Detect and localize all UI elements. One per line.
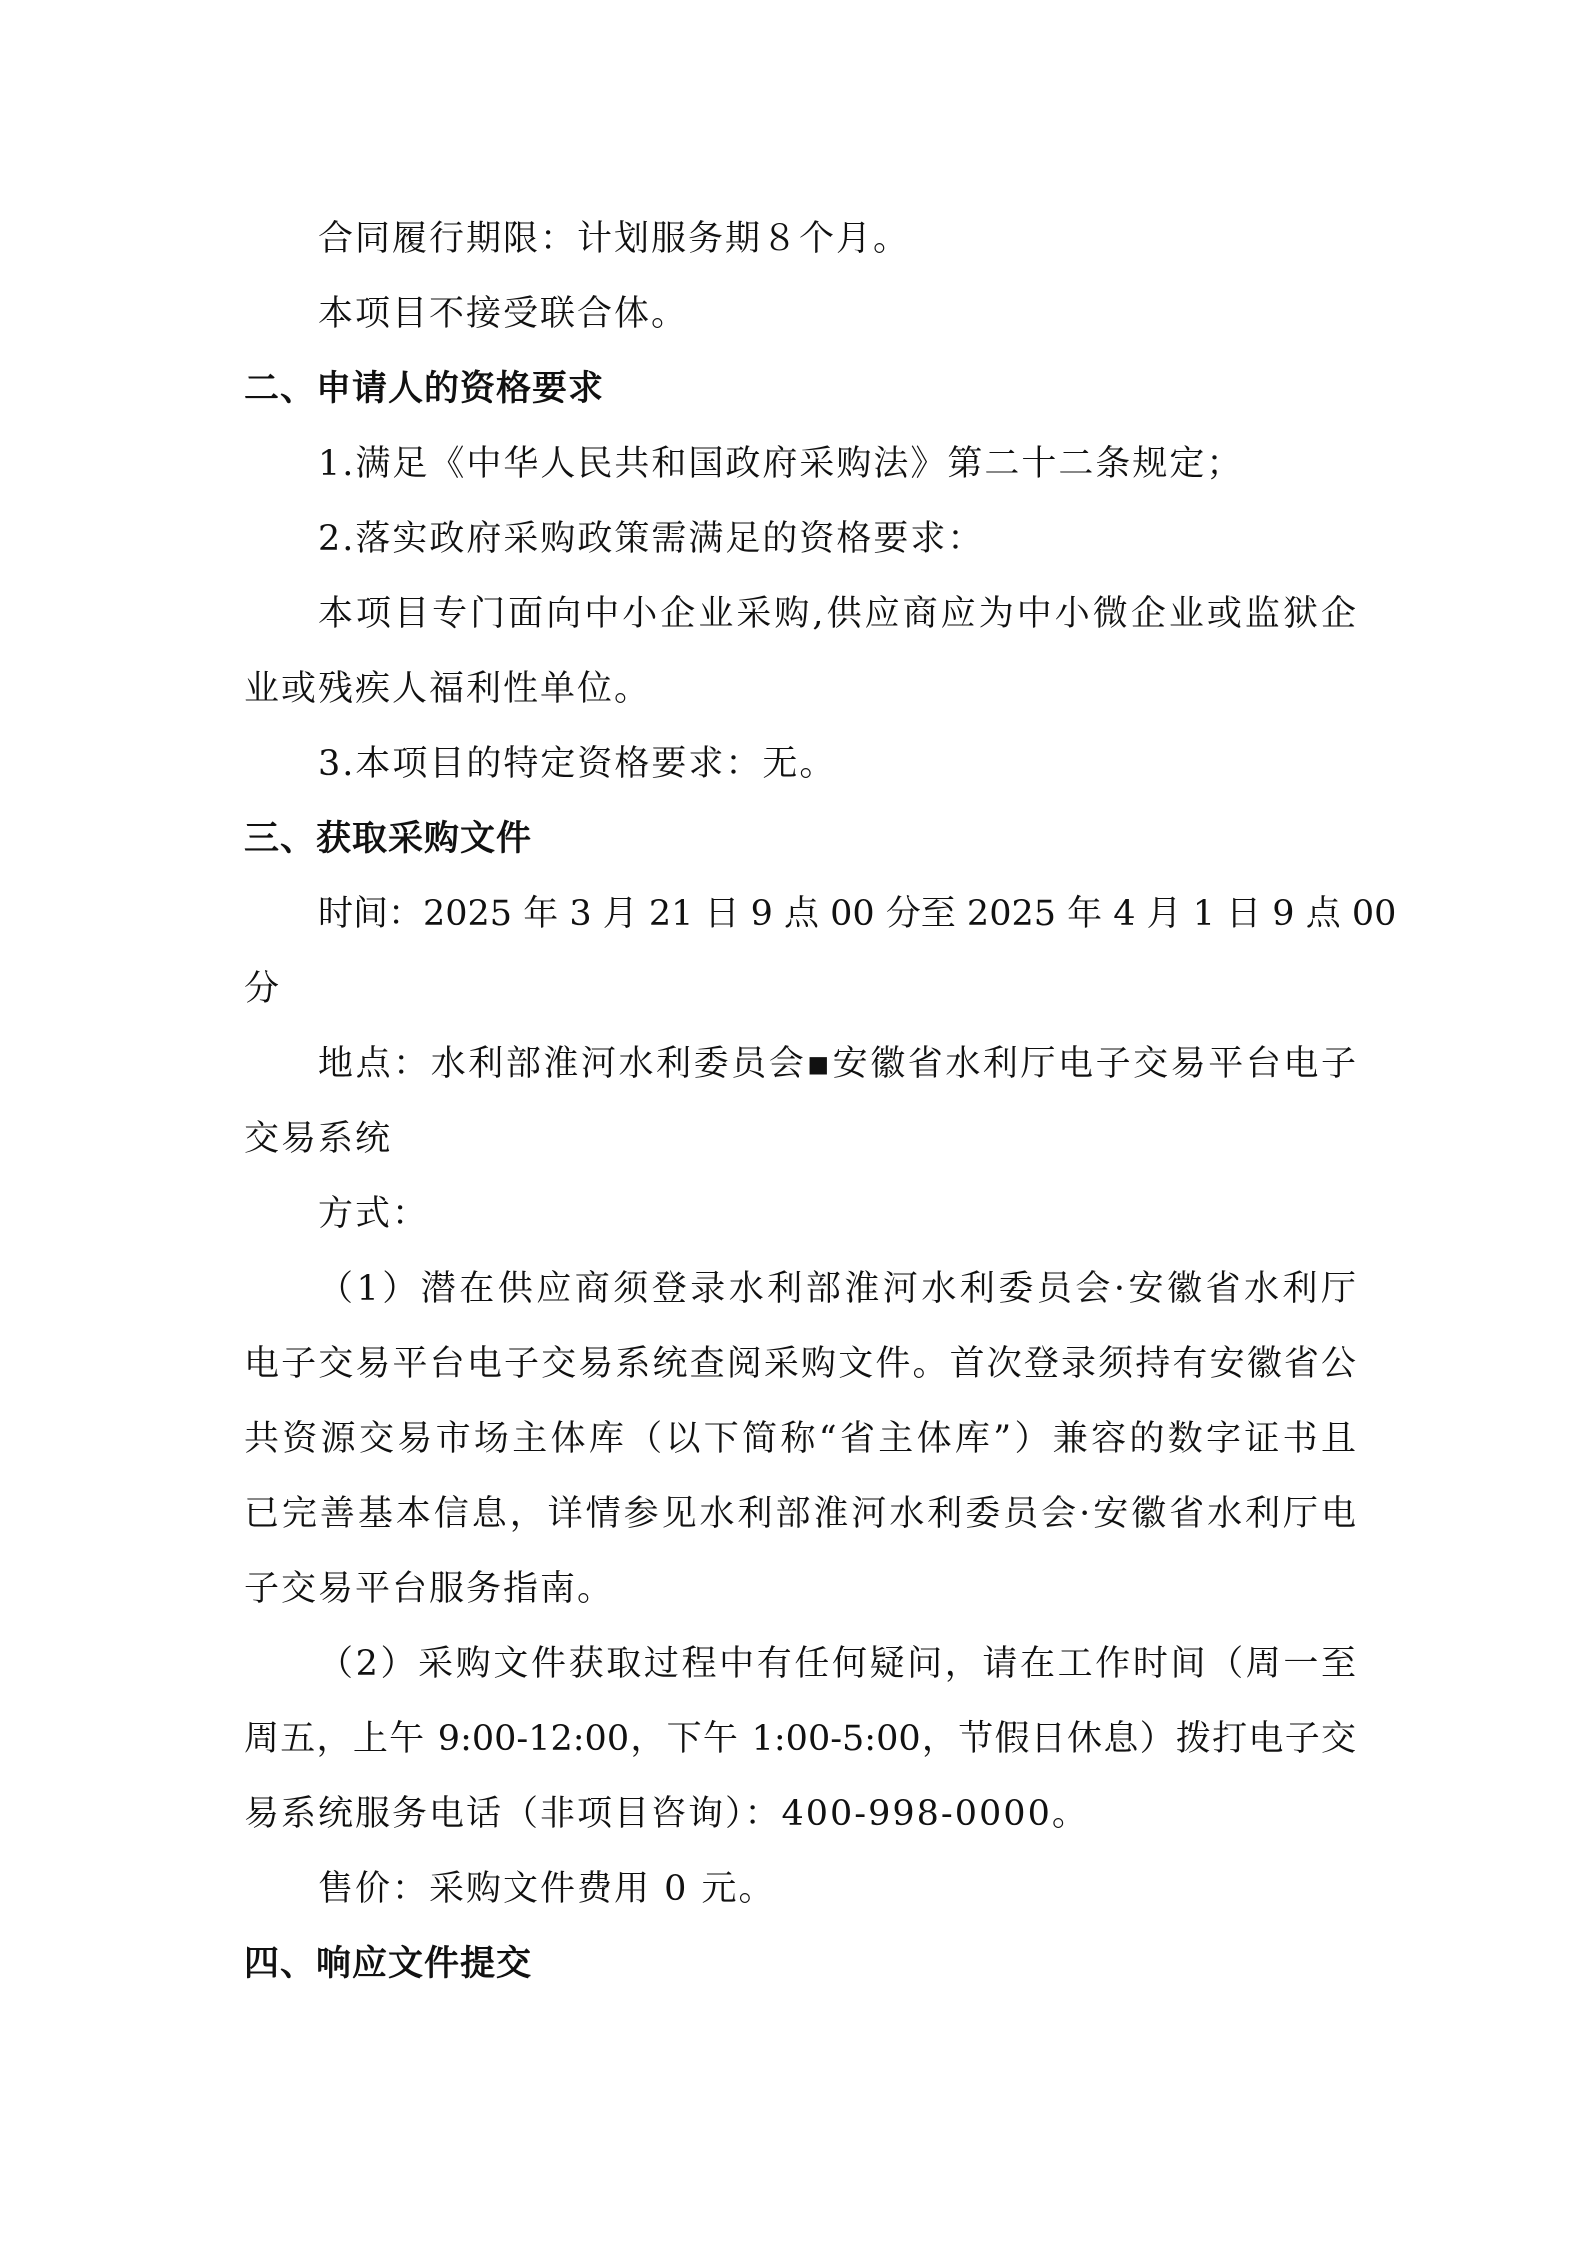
section-heading-obtain-documents: 三、获取采购文件 (244, 819, 533, 859)
document-price: 售价：采购文件费用 0 元。 (318, 1869, 776, 1909)
place-line-2: 交易系统 (244, 1119, 393, 1159)
time-line-1: 时间：2025 年 3 月 21 日 9 点 00 分至 2025 年 4 月 1 日 9 点 00 (318, 894, 1397, 934)
qualification-item-1: 1.满足《中华人民共和国政府采购法》第二十二条规定； (318, 444, 1244, 484)
policy-paragraph-line-2: 业或残疾人福利性单位。 (244, 669, 652, 709)
section-heading-submission: 四、响应文件提交 (244, 1944, 533, 1984)
consortium-note: 本项目不接受联合体。 (318, 294, 689, 334)
contract-period: 合同履行期限：计划服务期８个月。 (318, 219, 911, 259)
method-1-line-2: 电子交易平台电子交易系统查阅采购文件。首次登录须持有安徽省公 (244, 1344, 1356, 1384)
method-2-line-2: 周五，上午 9:00-12:00，下午 1:00-5:00，节假日休息）拨打电子交 (244, 1719, 1356, 1759)
time-line-2: 分 (244, 969, 282, 1009)
method-2-line-1: （2）采购文件获取过程中有任何疑问，请在工作时间（周一至 (318, 1644, 1356, 1684)
place-line-1: 地点：水利部淮河水利委员会▪安徽省水利厅电子交易平台电子 (318, 1044, 1356, 1084)
method-2-line-3: 易系统服务电话（非项目咨询）：400-998-0000。 (244, 1794, 1089, 1834)
method-1-line-4: 已完善基本信息，详情参见水利部淮河水利委员会·安徽省水利厅电 (244, 1494, 1356, 1534)
method-label: 方式： (318, 1194, 430, 1234)
qualification-item-3: 3.本项目的特定资格要求：无。 (318, 744, 837, 784)
qualification-item-2: 2.落实政府采购政策需满足的资格要求： (318, 519, 985, 559)
method-1-line-1: （1）潜在供应商须登录水利部淮河水利委员会·安徽省水利厅 (318, 1269, 1356, 1309)
policy-paragraph-line-1: 本项目专门面向中小企业采购,供应商应为中小微企业或监狱企 (318, 594, 1356, 634)
method-1-line-3: 共资源交易市场主体库（以下简称“省主体库”）兼容的数字证书且 (244, 1419, 1356, 1459)
section-heading-qualification: 二、申请人的资格要求 (244, 369, 605, 409)
method-1-line-5: 子交易平台服务指南。 (244, 1569, 615, 1609)
